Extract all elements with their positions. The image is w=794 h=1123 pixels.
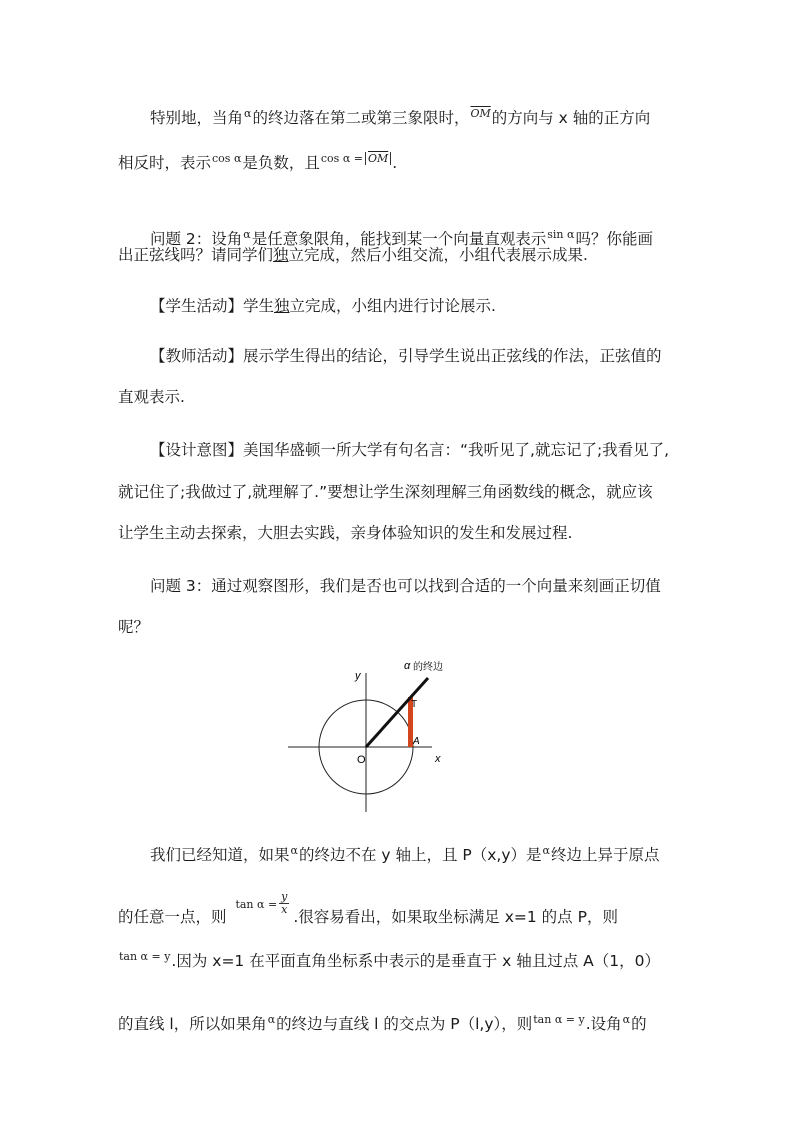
paragraph-line: $^{tan \alpha = y}$.因为 x=1 在平面直角坐标系中表示的是垂直于 x 轴且过点 A（1，0） bbox=[119, 950, 661, 970]
math-alpha: α bbox=[622, 1013, 631, 1026]
design-intent-line: 让学生主动去探索，大胆去实践，亲身体验知识的发生和发展过程. bbox=[118, 524, 573, 542]
math-alpha: α bbox=[267, 1013, 276, 1026]
x-axis-label: x bbox=[435, 753, 441, 765]
design-intent-line: 【设计意图】美国华盛顿一所大学有句名言：“我听见了,就忘记了;我看见了, bbox=[150, 441, 670, 459]
question-3-line: 呢？ bbox=[118, 618, 150, 636]
paragraph-line: 特别地，当角$^\alpha$的终边落在第二或第三象限时，$^{\overline{OM}}$的方向与 x 轴的正方向 bbox=[150, 107, 651, 127]
math-alpha: α bbox=[243, 228, 251, 241]
paragraph-line: 的任意一点，则 tan α = $\frac{y}{x}$ .很容易看出，如果取坐标满足 x=1 的点 P，则 bbox=[118, 890, 618, 926]
paragraph-line: 的直线 l，所以如果角$^\alpha$的终边与直线 l 的交点为 P（l,y），则$^{tan \alpha = y}$.设角$^\alpha$的 bbox=[118, 1013, 647, 1033]
math-tan-eq-y: tan α = y bbox=[119, 950, 171, 963]
terminal-side-label-symbol: α bbox=[404, 660, 411, 672]
math-tan-eq: tan α = bbox=[235, 898, 278, 911]
math-tan-eq-y: tan α = y bbox=[533, 1013, 585, 1026]
point-a-label: A bbox=[413, 736, 420, 747]
question-2-line: 出正弦线吗？请同学们独立完成，然后小组交流，小组代表展示成果. bbox=[118, 246, 588, 264]
terminal-side-label: 的终边 bbox=[413, 662, 443, 673]
tangent-line-figure bbox=[280, 655, 490, 820]
math-vector-om: OM bbox=[470, 107, 491, 120]
paragraph-line: 相反时，表示$^{cos \alpha}$是负数，且$^{cos \alpha =}$ $^{\overline{OM}}$ . bbox=[118, 152, 398, 172]
question-3-line: 问题 3：通过观察图形，我们是否也可以找到合适的一个向量来刻画正切值 bbox=[150, 577, 661, 595]
teacher-activity-line: 直观表示. bbox=[118, 388, 185, 406]
paragraph-line: 我们已经知道，如果$^\alpha$的终边不在 y 轴上，且 P（x,y）是$^\alpha$终边上异于原点 bbox=[150, 844, 660, 864]
origin-label: O bbox=[357, 754, 366, 766]
question-2-line: 问题 2：设角$^\alpha$是任意象限角，能找到某一个向量直观表示$^{sin \alpha}$吗？你能画 bbox=[150, 228, 653, 248]
math-alpha: α bbox=[542, 844, 550, 857]
math-alpha: α bbox=[244, 107, 252, 120]
y-axis-label: y bbox=[355, 670, 361, 682]
math-abs-om: OM bbox=[365, 152, 391, 165]
design-intent-line: 就记住了;我做过了,就理解了.”要想让学生深刻理解三角函数线的概念，就应该 bbox=[118, 483, 653, 501]
student-activity-line: 【学生活动】学生独立完成，小组内进行讨论展示. bbox=[150, 297, 496, 315]
teacher-activity-line: 【教师活动】展示学生得出的结论，引导学生说出正弦线的作法，正弦值的 bbox=[150, 347, 662, 365]
math-alpha: α bbox=[290, 844, 298, 857]
math-sin-alpha: sin α bbox=[547, 228, 575, 241]
math-cos-eq: cos α = bbox=[320, 152, 363, 165]
math-cos-alpha: cos α bbox=[212, 152, 242, 165]
point-t-label: T bbox=[411, 699, 418, 710]
math-fraction: $\frac{y}{x}$ bbox=[281, 890, 288, 916]
